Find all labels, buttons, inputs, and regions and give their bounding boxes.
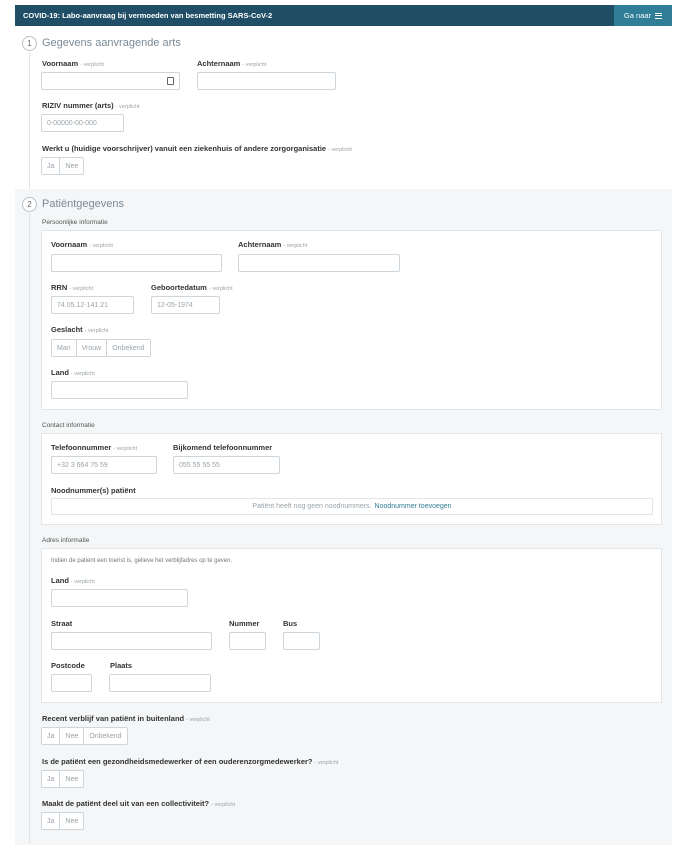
- street-input[interactable]: [51, 632, 212, 650]
- abroad-yes-option[interactable]: Ja: [42, 728, 60, 744]
- personal-info-heading: Persoonlijke informatie: [42, 219, 108, 226]
- step-number-2: 2: [22, 197, 37, 212]
- collective-toggle[interactable]: [41, 812, 84, 830]
- postcode-label: Postcode: [51, 661, 85, 670]
- goto-menu-button[interactable]: [614, 5, 672, 26]
- goto-label: Ga naar: [623, 11, 651, 20]
- patient-last-name-input[interactable]: [238, 254, 400, 272]
- page-title: COVID-19: Labo-aanvraag bij vermoeden van besmetting SARS-CoV-2: [23, 11, 273, 20]
- abroad-unknown-option[interactable]: Onbekend: [89, 732, 122, 740]
- abroad-toggle[interactable]: [41, 727, 128, 745]
- hamburger-icon: [655, 13, 662, 19]
- patient-last-name-label: Achternaam - verplicht: [238, 240, 308, 249]
- works-in-hospital-toggle[interactable]: [41, 157, 84, 175]
- rrn-label: RRN - verplicht: [51, 283, 94, 292]
- gender-unknown-option[interactable]: Onbekend: [112, 344, 145, 352]
- postcode-input[interactable]: [51, 674, 92, 692]
- patient-first-name-label: Voornaam - verplicht: [51, 240, 113, 249]
- extra-phone-input[interactable]: 055 55 55 55: [173, 456, 280, 474]
- patient-country-label: Land - verplicht: [51, 368, 95, 377]
- doctor-first-name-input[interactable]: [41, 72, 180, 90]
- tourist-note: Indien de patient een toerist is, gelieve het verblijfadres op te geven.: [51, 558, 233, 564]
- healthworker-yes-option[interactable]: Ja: [42, 771, 60, 787]
- phone-input[interactable]: +32 3 664 75 59: [51, 456, 157, 474]
- emergency-numbers-label: Noodnummer(s) patiënt: [51, 486, 136, 495]
- riziv-label: RIZIV nummer (arts) - verplicht: [42, 101, 140, 110]
- house-number-input[interactable]: [229, 632, 266, 650]
- birthdate-input[interactable]: 12-05-1974: [151, 296, 220, 314]
- add-emergency-number-link[interactable]: Noodnummer toevoegen: [374, 503, 452, 510]
- place-input[interactable]: [109, 674, 211, 692]
- step-number-1: 1: [22, 36, 37, 51]
- address-country-input[interactable]: [51, 589, 188, 607]
- abroad-no-option[interactable]: Nee: [60, 728, 84, 744]
- address-country-label: Land - verplicht: [51, 576, 95, 585]
- works-no-option[interactable]: Nee: [65, 162, 79, 170]
- street-label: Straat: [51, 619, 73, 628]
- emergency-numbers-empty: Patiënt heeft nog geen noodnummers. Noodnummer toevoegen: [51, 498, 653, 515]
- address-info-heading: Adres informatie: [42, 537, 90, 544]
- doctor-last-name-input[interactable]: [197, 72, 336, 90]
- gender-toggle[interactable]: [51, 339, 151, 357]
- patient-first-name-input[interactable]: [51, 254, 222, 272]
- contact-card-icon[interactable]: [167, 77, 174, 85]
- collective-yes-option[interactable]: Ja: [42, 813, 60, 829]
- works-yes-option[interactable]: Ja: [42, 158, 60, 174]
- collective-no-option[interactable]: Nee: [65, 817, 79, 825]
- section-title-doctor: Gegevens aanvragende arts: [42, 37, 181, 49]
- abroad-label: Recent verblijf van patiënt in buitenland - verplicht: [42, 714, 210, 723]
- patient-country-input[interactable]: [51, 381, 188, 399]
- birthdate-label: Geboortedatum - verplicht: [151, 283, 233, 292]
- works-in-hospital-label: Werkt u (huidige voorschrijver) vanuit een ziekenhuis of andere zorgorganisatie - verplicht: [42, 144, 352, 153]
- healthworker-no-option[interactable]: Nee: [65, 775, 79, 783]
- extra-phone-label: Bijkomend telefoonnummer: [173, 443, 273, 452]
- rrn-input[interactable]: 74.05.12-141.21: [51, 296, 134, 314]
- step-connector: [29, 52, 30, 192]
- app-header: [15, 5, 672, 26]
- doctor-last-name-label: Achternaam - verplicht: [197, 59, 267, 68]
- bus-input[interactable]: [283, 632, 320, 650]
- contact-info-heading: Contact informatie: [42, 422, 95, 429]
- riziv-input[interactable]: 0-00000-00-000: [41, 114, 124, 132]
- collective-label: Maakt de patiënt deel uit van een collectiviteit? - verplicht: [42, 799, 235, 808]
- house-number-label: Nummer: [229, 619, 260, 628]
- bus-label: Bus: [283, 619, 298, 628]
- gender-female-option[interactable]: Vrouw: [77, 340, 108, 356]
- healthworker-toggle[interactable]: [41, 770, 84, 788]
- gender-label: Geslacht - verplicht: [51, 325, 109, 334]
- healthworker-label: Is de patiënt een gezondheidsmedewerker of een ouderenzorgmedewerker? - verplicht: [42, 757, 339, 766]
- doctor-first-name-label: Voornaam - verplicht: [42, 59, 104, 68]
- gender-male-option[interactable]: Man: [52, 340, 77, 356]
- step-connector-2: [29, 213, 30, 843]
- phone-label: Telefoonnummer - verplicht: [51, 443, 138, 452]
- section-title-patient: Patiëntgegevens: [42, 198, 124, 210]
- place-label: Plaats: [110, 661, 133, 670]
